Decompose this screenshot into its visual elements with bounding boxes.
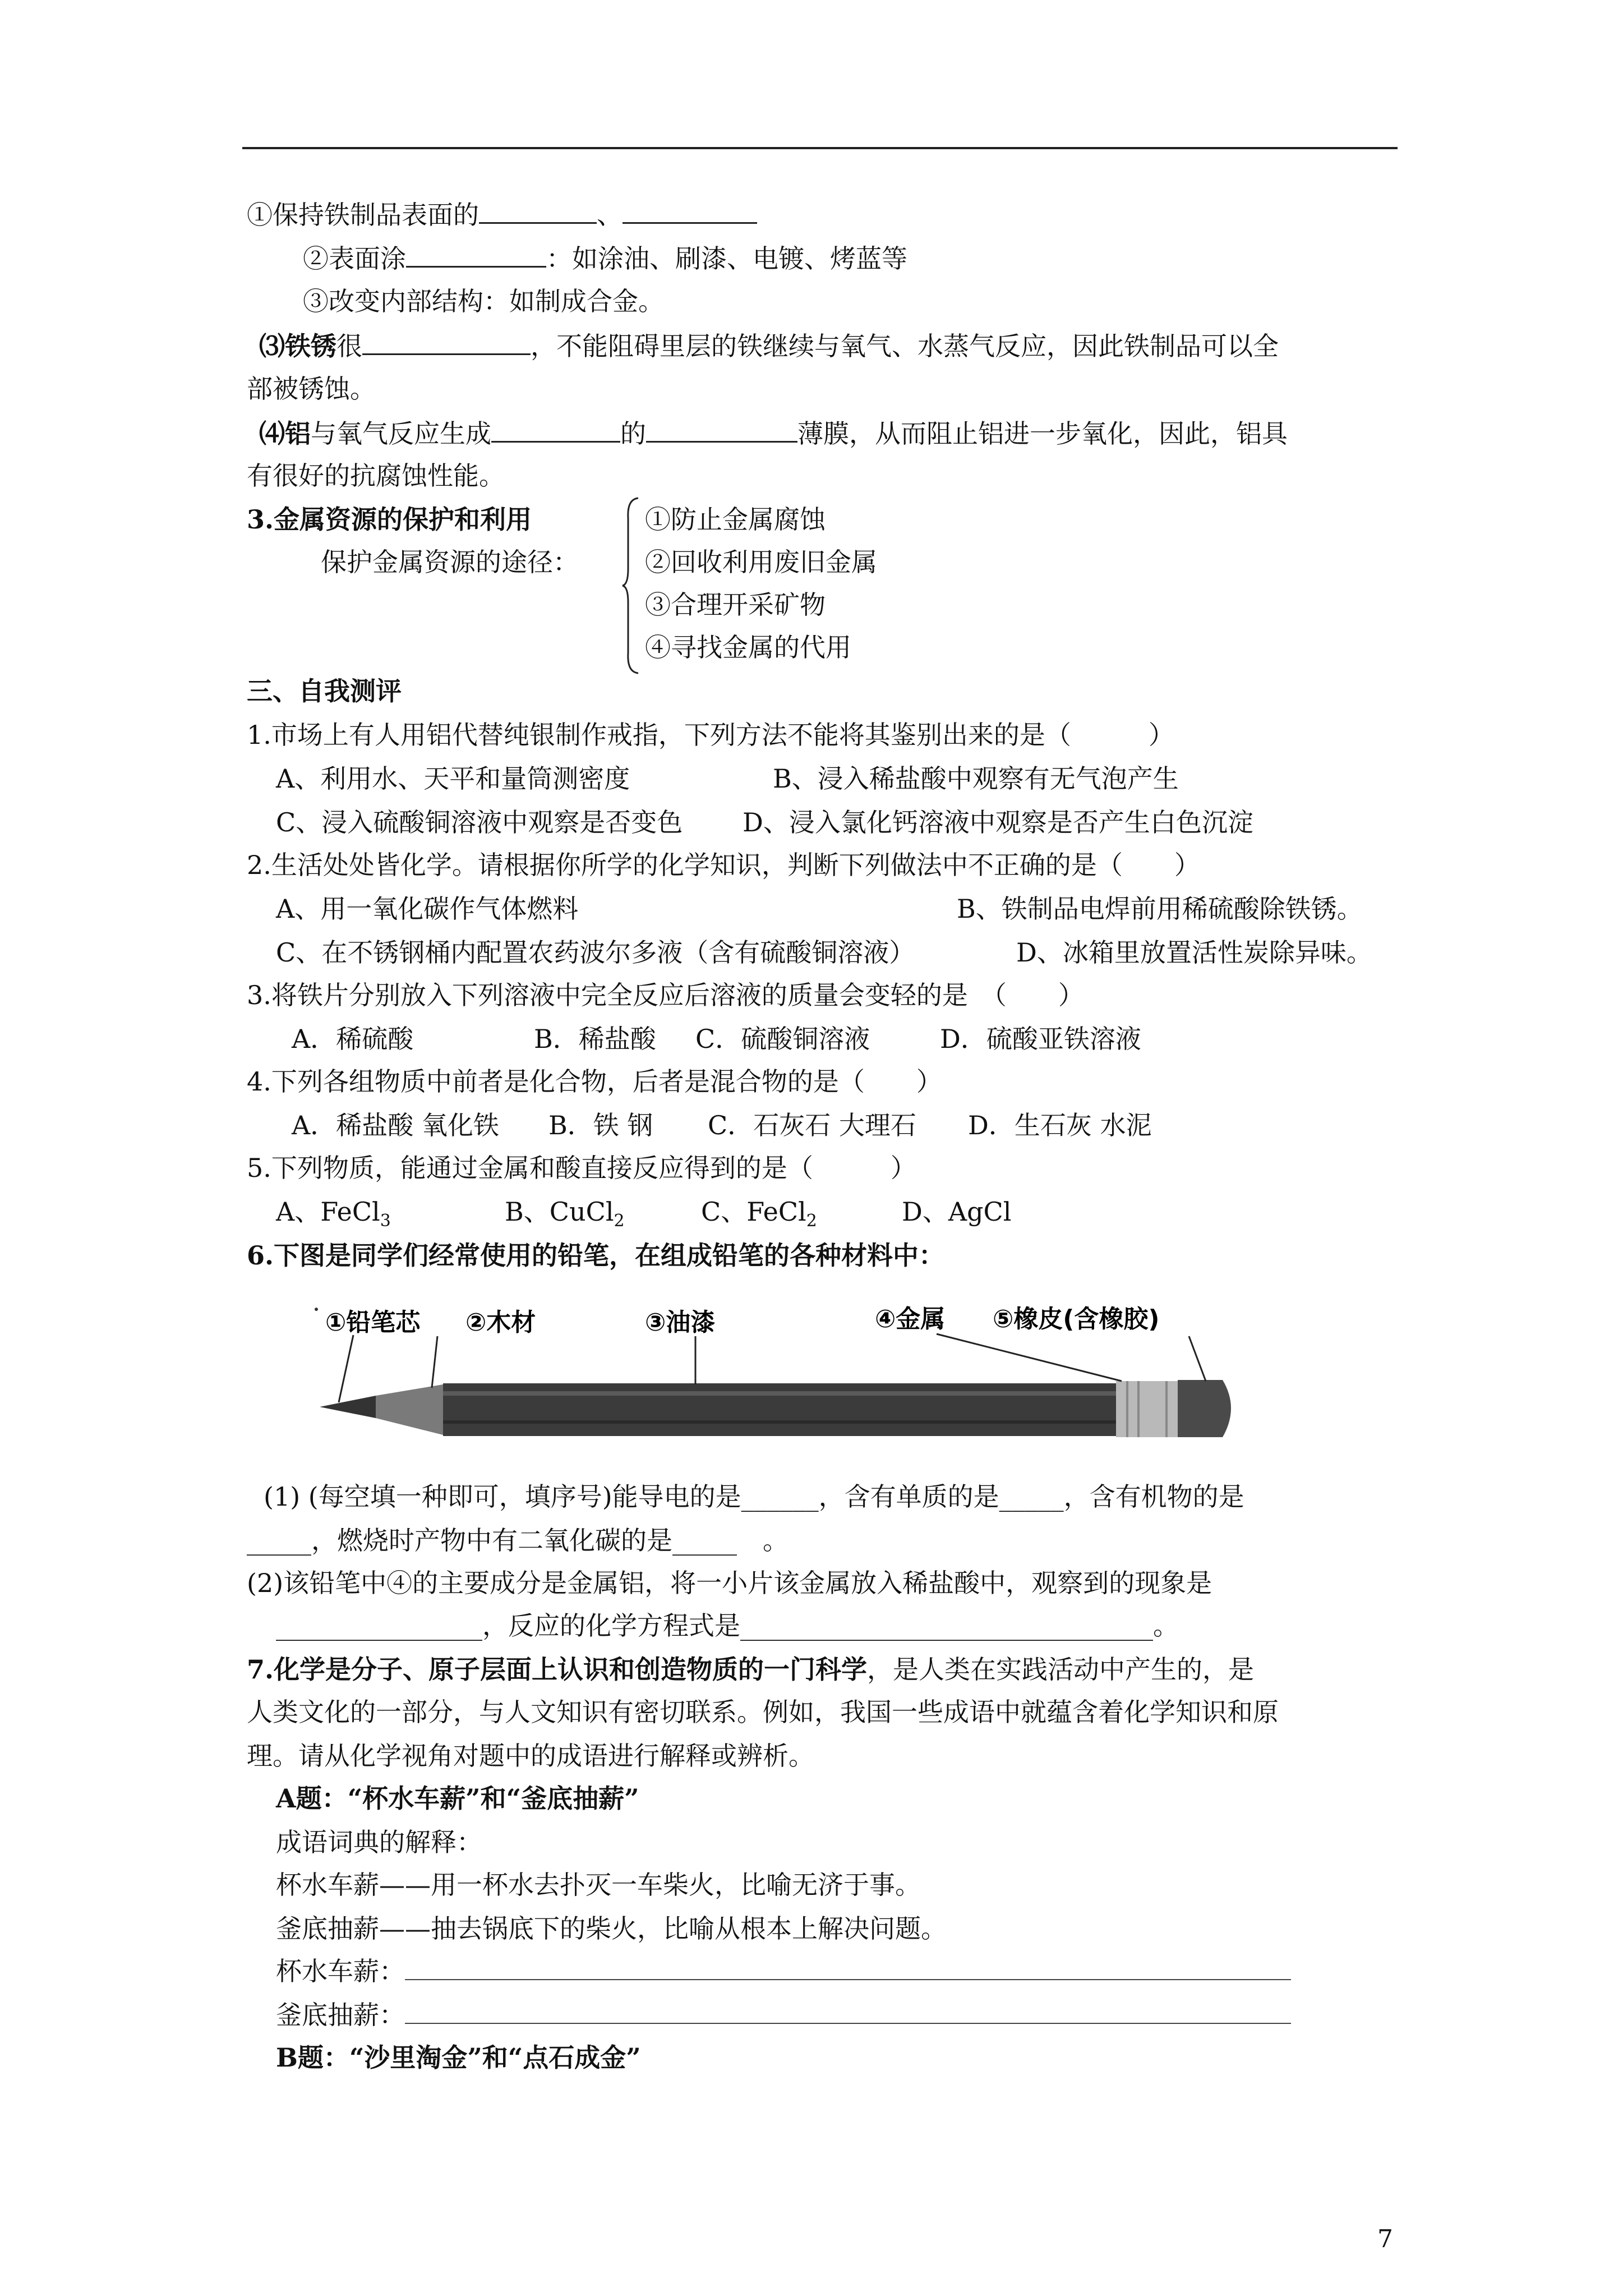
method-2-text: ：如涂油、刷漆、电镀、烤蓝等 [546,243,907,274]
q1-option-c[interactable]: C、浸入硫酸铜溶液中观察是否变色 [276,807,683,838]
section-3-label: 保护金属资源的途径： [321,547,579,577]
method-2-line [303,241,907,275]
aluminum-term: 铝 [285,418,311,449]
answer-line[interactable] [405,1957,1291,1980]
formula-text: C、FeCl [701,1197,806,1227]
pencil-label-metal: ④金属 [875,1305,946,1333]
protect-item-4: ④寻找金属的代用 [645,632,851,662]
q5-option-a[interactable] [276,1195,391,1231]
answer-label: 杯水车薪： [276,1956,405,1986]
q4-option-a[interactable]: A．稀盐酸 氧化铁 [292,1110,499,1140]
rust-text-a: 很 [336,331,362,361]
protect-item-2: ②回收利用废旧金属 [645,547,877,577]
curly-brace-icon [621,496,640,675]
rust-term: 铁锈 [285,331,336,361]
q3-stem: 3.将铁片分别放入下列溶液中完全反应后溶液的质量会变轻的是 （ ） [247,980,1084,1010]
q1-option-b[interactable]: B、浸入稀盐酸中观察有无气泡产生 [773,763,1179,794]
method-1-text: ①保持铁制品表面的 [247,200,479,230]
protect-item-3: ③合理开采矿物 [645,590,826,620]
rust-para-line-1 [259,329,1279,362]
blank[interactable] [362,329,531,355]
q4-option-b[interactable]: B．铁 钢 [548,1110,653,1140]
q7-answer-2 [276,1998,1291,2032]
q3-option-a[interactable]: A．稀硫酸 [292,1024,414,1054]
section-heading: 三、自我测评 [247,676,402,706]
pencil-label-wood: ②木材 [465,1308,536,1337]
para-number: ⑶ [259,331,285,361]
q2-option-a[interactable]: A、用一氧化碳作气体燃料 [276,894,579,924]
q6-part1-line-2: _____，燃烧时产物中有二氧化碳的是_____ 。 [247,1525,789,1556]
answer-label: 釜底抽薪： [276,2000,405,2030]
method-2-label: ②表面涂 [303,243,406,274]
rust-para-line-2: 部被锈蚀。 [247,374,376,404]
header-rule [242,147,1398,149]
q4-stem: 4.下列各组物质中前者是化合物，后者是混合物的是（ ） [247,1066,942,1097]
pencil-diagram [314,1296,1245,1464]
page-number: 7 [1377,2225,1393,2253]
q7-a-title: A题：“杯水车薪”和“釜底抽薪” [276,1783,639,1814]
q7-intro-bold: 7.化学是分子、原子层面上认识和创造物质的一门科学 [247,1654,868,1685]
q2-option-b[interactable]: B、铁制品电焊前用稀硫酸除铁锈。 [957,894,1363,924]
pencil-label-eraser: ⑤橡皮(含橡胶) [993,1305,1160,1333]
q4-option-c[interactable]: C．石灰石 大理石 [708,1110,916,1140]
q7-answer-1 [276,1954,1291,1988]
q2-option-d[interactable]: D、冰箱里放置活性炭除异味。 [1016,937,1372,968]
q7-def-2: 釜底抽薪——抽去锅底下的柴火，比喻从根本上解决问题。 [276,1913,947,1944]
q5-option-c[interactable] [701,1195,817,1231]
q7-intro-line-3: 理。请从化学视角对题中的成语进行解释或辨析。 [247,1741,814,1771]
blank[interactable] [406,241,546,268]
method-1-line [247,197,757,231]
q2-option-c[interactable]: C、在不锈钢桶内配置农药波尔多液（含有硫酸铜溶液） [276,937,915,968]
aluminum-text-b: 的 [620,418,646,449]
q1-option-d[interactable]: D、浸入氯化钙溶液中观察是否产生白色沉淀 [743,807,1253,838]
method-1-sep: 、 [597,200,623,230]
q6-part2-line-2: ________________，反应的化学方程式是________________________________。 [276,1611,1179,1641]
q3-option-b[interactable]: B．稀盐酸 [534,1024,656,1054]
q3-option-c[interactable]: C．硫酸铜溶液 [695,1024,870,1054]
rust-text-b: ，不能阻碍里层的铁继续与氧气、水蒸气反应，因此铁制品可以全 [531,331,1279,361]
q5-stem: 5.下列物质，能通过金属和酸直接反应得到的是（ ） [247,1153,916,1183]
q7-intro-text: ，是人类在实践活动中产生的，是 [867,1654,1255,1685]
protect-item-1: ①防止金属腐蚀 [645,504,826,535]
method-3-line: ③改变内部结构：如制成合金。 [303,286,664,316]
formula-text: A、FeCl [276,1197,380,1227]
q3-option-d[interactable]: D．硫酸亚铁溶液 [940,1024,1141,1054]
aluminum-text-c: 薄膜，从而阻止铝进一步氧化，因此，铝具 [797,418,1288,449]
q6-stem: 6.下图是同学们经常使用的铅笔，在组成铅笔的各种材料中： [247,1240,945,1271]
blank[interactable] [479,197,597,224]
q1-stem: 1.市场上有人用铝代替纯银制作戒指，下列方法不能将其鉴别出来的是（ ） [247,720,1174,750]
aluminum-text-a: 与氧气反应生成 [311,418,491,449]
formula-subscript: 2 [806,1211,817,1231]
para-number: ⑷ [259,418,285,449]
q5-option-b[interactable] [505,1195,625,1231]
aluminum-para-line-2: 有很好的抗腐蚀性能。 [247,461,505,491]
q4-option-d[interactable]: D．生石灰 水泥 [968,1110,1152,1140]
q2-stem: 2.生活处处皆化学。请根据你所学的化学知识，判断下列做法中不正确的是（ ） [247,850,1200,880]
q7-def-1: 杯水车薪——用一杯水去扑灭一车柴火，比喻无济于事。 [276,1870,921,1900]
blank[interactable] [623,197,757,224]
q1-option-a[interactable]: A、利用水、天平和量筒测密度 [276,763,630,794]
formula-subscript: 2 [614,1211,625,1231]
aluminum-para-line-1 [259,416,1288,450]
formula-text: B、CuCl [505,1197,614,1227]
q7-intro-line-1 [247,1653,1254,1686]
q6-part2-line-1: (2)该铅笔中④的主要成分是金属铝，将一小片该金属放入稀盐酸中，观察到的现象是 [247,1568,1212,1598]
pencil-label-paint: ③油漆 [645,1308,716,1337]
q6-part1-line-1: (1) (每空填一种即可，填序号)能导电的是______，含有单质的是_____，含有机物的是 [264,1481,1244,1512]
pencil-label-core: ①铅笔芯 [325,1308,421,1337]
answer-line[interactable] [405,2000,1291,2024]
q7-dict-label: 成语词典的解释： [276,1827,482,1857]
formula-subscript: 3 [380,1211,391,1231]
blank[interactable] [646,416,797,443]
q7-intro-line-2: 人类文化的一部分，与人文知识有密切联系。例如，我国一些成语中就蕴含着化学知识和原 [247,1697,1279,1727]
section-3-title: 3.金属资源的保护和利用 [247,504,532,535]
blank[interactable] [491,416,620,443]
q5-option-d[interactable]: D、AgCl [902,1197,1012,1227]
q7-b-title: B题：“沙里淘金”和“点石成金” [276,2042,641,2073]
